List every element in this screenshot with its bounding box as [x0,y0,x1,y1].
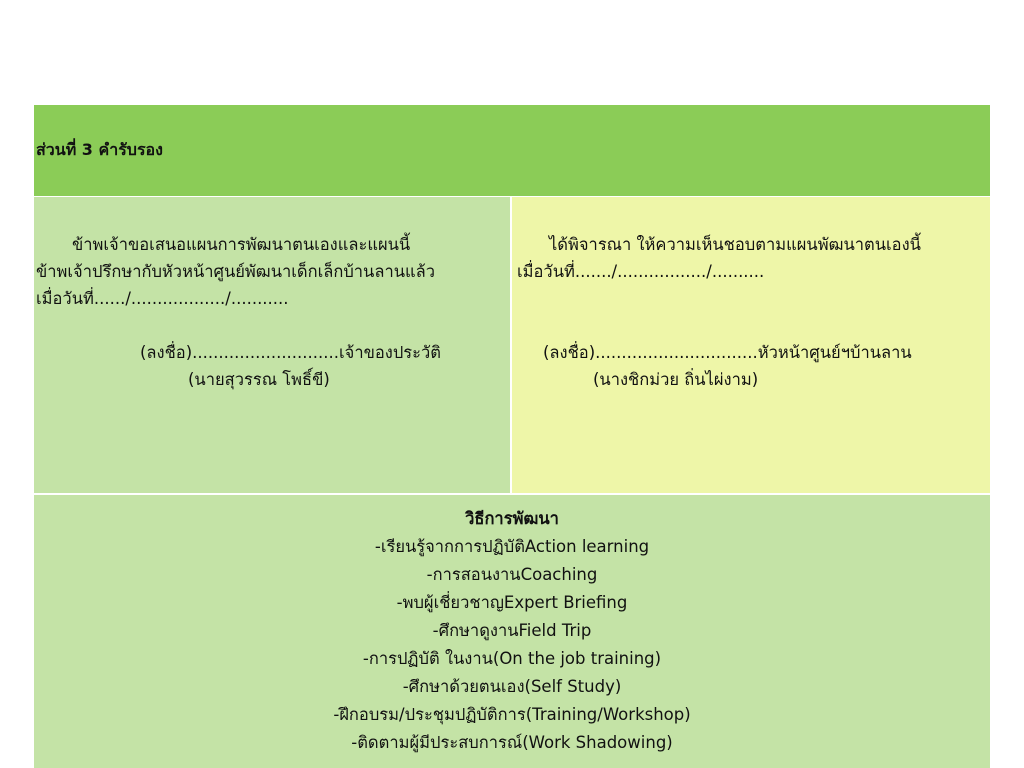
method-item: -การสอนงานCoaching [426,565,598,584]
proposer-signature-line: (ลงชื่อ)............................เจ้าของประวัติ [140,343,442,362]
approver-cell [512,197,990,493]
method-item: -การปฏิบัติ ในงาน(On the job training) [362,649,662,668]
proposer-statement-line1: ข้าพเจ้าขอเสนอแผนการพัฒนาตนเองและแผนนี้ [72,235,411,254]
section-title: ส่วนที่ 3 คำรับรอง [36,140,163,159]
section-header [34,105,990,196]
proposer-date-line: เมื่อวันที่....../................../........... [36,289,289,308]
development-methods-cell [34,495,990,768]
method-item: -ศึกษาด้วยตนเอง(Self Study) [402,677,622,696]
method-item: -ฝึกอบรม/ประชุมปฏิบัติการ(Training/Workshop) [333,705,691,724]
approver-statement-line1: ได้พิจารณา ให้ความเห็นชอบตามแผนพัฒนาตนเองนี้ [549,235,921,254]
approver-date-line: เมื่อวันที่......./................./.......... [517,262,765,281]
methods-title: วิธีการพัฒนา [465,509,559,528]
method-item: -ติดตามผู้มีประสบการณ์(Work Shadowing) [351,733,673,752]
method-item: -ศึกษาดูงานField Trip [432,621,592,640]
proposer-statement-line2: ข้าพเจ้าปรึกษากับหัวหน้าศูนย์พัฒนาเด็กเล็กบ้านลานแล้ว [36,262,436,281]
approver-name: (นางชิกม่วย ถิ่นไผ่งาม) [593,370,759,389]
method-item: -เรียนรู้จากการปฏิบัติAction learning [374,537,650,556]
approver-signature-line: (ลงชื่อ)...............................หัวหน้าศูนย์ฯบ้านลาน [543,343,912,362]
proposer-name: (นายสุวรรณ โพธิ์ขี) [188,370,330,389]
method-item: -พบผู้เชี่ยวชาญExpert Briefing [396,593,628,612]
certification-table [34,105,990,768]
proposer-cell [34,197,510,493]
